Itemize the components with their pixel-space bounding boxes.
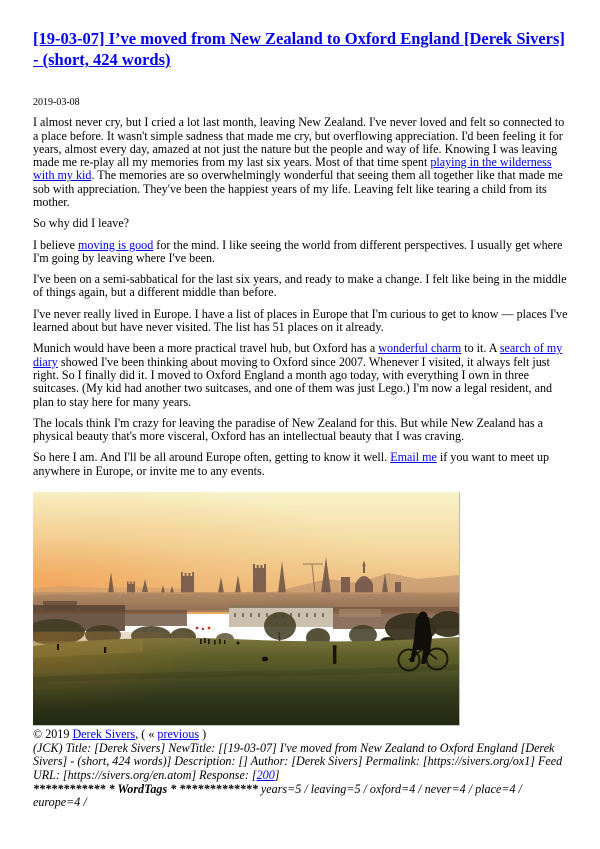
inline-link[interactable]: Email me bbox=[390, 450, 437, 465]
wordtags-values: years=5 / leaving=5 / oxford=4 / never=4 / place=4 / europe=4 / bbox=[33, 781, 522, 810]
text-segment: I've never really lived in Europe. I have a list of places in Europe that I'm curious to get to know — places I've learned about but have never visited. The list has 51 places on it already. bbox=[33, 306, 568, 335]
text-segment: Munich would have been a more practical travel hub, but Oxford has a bbox=[33, 341, 379, 356]
paragraph bbox=[33, 217, 568, 230]
text-segment: I believe bbox=[33, 237, 78, 252]
paragraph bbox=[33, 417, 568, 444]
inline-link[interactable]: wonderful charm bbox=[378, 341, 462, 356]
text-segment: ] bbox=[274, 768, 280, 783]
text-segment: So here I am. And I'll be all around Europe often, getting to know it well. bbox=[33, 450, 391, 465]
paragraph bbox=[33, 239, 568, 266]
text-segment: for the mind. I like seeing the world from different perspectives. I usually get where I'm going by leaving where I've been. bbox=[33, 237, 563, 265]
wordtags-label: ************ * WordTags * ************* bbox=[33, 781, 258, 796]
paragraph bbox=[33, 308, 568, 335]
post-footer bbox=[33, 728, 568, 810]
oxford-skyline-illustration bbox=[33, 492, 459, 725]
text-segment: if you want to meet up anywhere in Europe, or invite me to any events. bbox=[33, 450, 550, 478]
text-segment: . The memories are so overwhelmingly wonderful that seeing them all together like that made me sob with appreciation. They've been the happiest years of my life. Leaving felt like tearing a child from its mother. bbox=[33, 168, 563, 209]
paragraph bbox=[33, 116, 568, 209]
car-lights bbox=[196, 627, 215, 631]
inline-link[interactable]: Derek Sivers bbox=[72, 727, 136, 742]
wordtags-line bbox=[33, 783, 568, 810]
text-segment: showed I've been thinking about moving to Oxford since 2007. Whenever I visited, it always felt just right. So I finally did it. I moved to Oxford England a month ago today, with everything I own in three suitcases. (My kid had another two suitcases, and one of them was just Lego.) I'm now a legal resident, and plan to stay here for many years. bbox=[33, 354, 553, 409]
inline-link[interactable]: playing in the wilderness with my kid bbox=[33, 155, 552, 183]
paragraph bbox=[33, 273, 568, 300]
text-segment: I've been on a semi-sabbatical for the last six years, and ready to make a change. I felt like being in the middle of things again, but a different middle than before. bbox=[33, 272, 567, 300]
inline-link[interactable]: moving is good bbox=[78, 237, 154, 252]
oxford-sunset-photo bbox=[33, 492, 460, 726]
text-segment: ) bbox=[199, 727, 207, 742]
inline-link[interactable]: 200 bbox=[256, 768, 275, 783]
text-segment: The locals think I'm crazy for leaving the paradise of New Zealand for this. But while New Zealand has a physical beauty that's more visceral, Oxford has an intellectual beauty that I was craving. bbox=[33, 415, 543, 444]
post-body bbox=[33, 116, 568, 478]
post-date: 2019-03-08 bbox=[33, 97, 80, 109]
text-segment: © 2019 bbox=[33, 727, 73, 742]
text-segment: So why did I leave? bbox=[33, 216, 130, 231]
copyright-line bbox=[33, 728, 568, 742]
paragraph bbox=[33, 451, 568, 478]
text-segment: (JCK) Title: [Derek Sivers] NewTitle: [[19-03-07] I've moved from New Zealand to Oxford England [Derek Sivers] - (short, 424 words)] Description: [] Author: [Derek Sivers] Permalink: [https://sivers.org/ox1] Feed URL: [https://sivers.org/en.atom] Response: [ bbox=[33, 740, 563, 783]
text-segment: I almost never cry, but I cried a lot last month, leaving New Zealand. I've never loved and felt so connected to a place before. It wasn't simple sadness that made me cry, but overflowing appreciation. I'd been feeling it for years, almost every day, amazed at not just the nature but the people and way of life. Knowing I was leaving made me re-play all my memories from my last six years. Most of that time spent bbox=[33, 115, 565, 170]
inline-link[interactable]: search of my diary bbox=[33, 341, 563, 369]
paragraph bbox=[33, 342, 568, 408]
feed-metadata bbox=[33, 742, 568, 783]
text-segment: , ( « bbox=[135, 727, 158, 742]
post-title-link[interactable]: [19-03-07] I’ve moved from New Zealand to Oxford England [Derek Sivers] - (short, 424 words) bbox=[33, 29, 565, 70]
inline-link[interactable]: previous bbox=[157, 727, 200, 742]
text-segment: to it. A bbox=[461, 341, 500, 356]
